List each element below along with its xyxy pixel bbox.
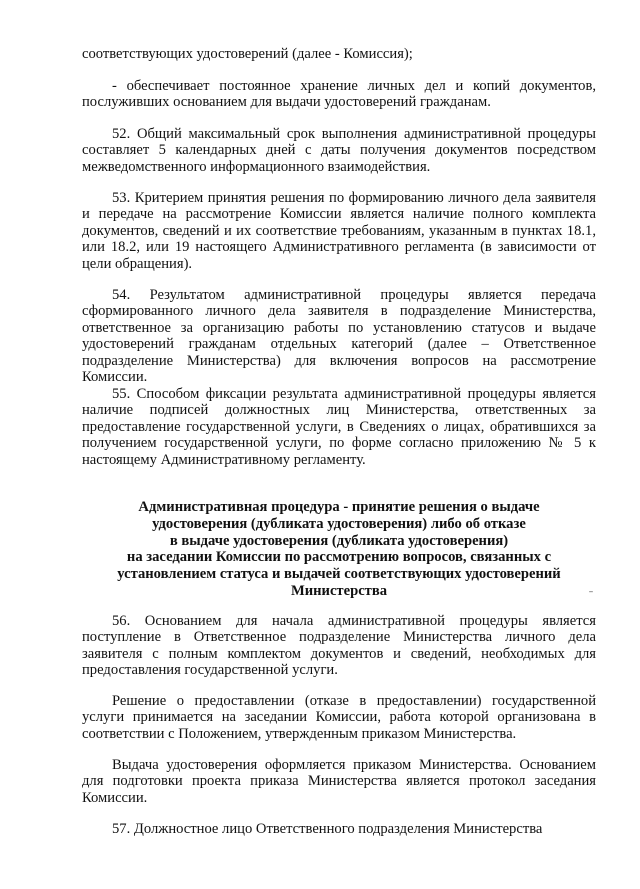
- scan-mark: ˗: [589, 583, 593, 597]
- heading-line: в выдаче удостоверения (дубликата удостоверения): [169, 532, 509, 549]
- paragraph-decision: Решение о предоставлении (отказе в предоставлении) государственной услуги принимается на заседании Комиссии, работа которой организована в соответствии с Положением, утвержденным приказом Министерства.: [82, 693, 596, 742]
- heading-line: удостоверения (дубликата удостоверения) либо об отказе: [152, 515, 526, 532]
- paragraph-54: 54. Результатом административной процедуры является передача сформированного личного дела заявителя в подразделение Министерства, ответственное за организацию работы по установлению статусов и выдаче удостоверений гражданам отдельных категорий (далее – Ответственное подразделение Министерства) для включения вопросов на рассмотрение Комиссии.: [82, 287, 596, 386]
- paragraph-commission-continuation: соответствующих удостоверений (далее - Комиссия);: [82, 46, 413, 62]
- heading-line: установлением статуса и выдачей соответствующих удостоверений: [117, 566, 561, 583]
- heading-line: Министерства: [290, 582, 388, 599]
- paragraph-56: 56. Основанием для начала административной процедуры является поступление в Ответственное подразделение Министерства личного дела заявителя с полным комплектом документов и сведений, необходимых для предоставления государственной услуги.: [82, 613, 596, 679]
- heading-line: на заседании Комиссии по рассмотрению вопросов, связанных с: [126, 549, 552, 566]
- paragraph-55: 55. Способом фиксации результата административной процедуры является наличие подписей должностных лиц Министерства, ответственных за предоставление государственной услуги, в Сведениях о лицах, обратившихся за получением государственной услуги, по форме согласно приложению № 5 к настоящему Административному регламенту.: [82, 386, 596, 468]
- heading-line: Административная процедура - принятие решения о выдаче: [138, 499, 540, 515]
- paragraph-53: 53. Критерием принятия решения по формированию личного дела заявителя и передаче на рассмотрение Комиссии является наличие полного комплекта документов, сведений и их соответствие требованиям, указанным в пунктах 18.1, или 18.2, или 19 настоящего Административного регламента (в зависимости от цели обращения).: [82, 190, 596, 272]
- paragraph-storage-duty: - обеспечивает постоянное хранение личных дел и копий документов, послуживших основанием для выдачи удостоверений гражданам.: [82, 78, 596, 111]
- paragraph-issuance: Выдача удостоверения оформляется приказом Министерства. Основанием для подготовки проекта приказа Министерства является протокол заседания Комиссии.: [82, 757, 596, 806]
- section-heading: [82, 499, 596, 600]
- paragraph-57: 57. Должностное лицо Ответственного подразделения Министерства: [112, 821, 543, 837]
- paragraph-52: 52. Общий максимальный срок выполнения административной процедуры составляет 5 календарных дней с даты получения документов посредством межведомственного информационного взаимодействия.: [82, 126, 596, 175]
